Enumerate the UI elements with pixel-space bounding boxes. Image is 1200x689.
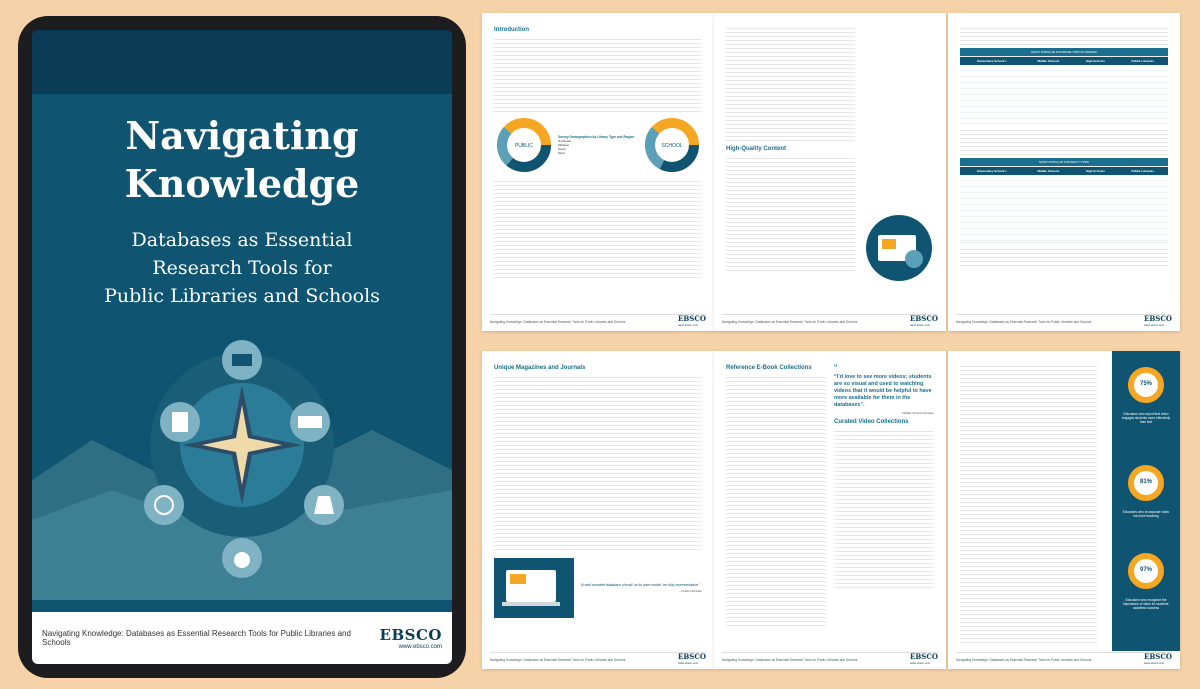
page-2 [714, 13, 946, 331]
page-footer-logo: EBSCO www.ebsco.com [1144, 651, 1172, 665]
page-footer-logo: EBSCO www.ebsco.com [910, 651, 938, 665]
stat-3-label: Educators who recognize the importance of video for students' academic success [1123, 598, 1169, 610]
cover-header-band [32, 30, 452, 94]
page-5-heading-1: Reference E-Book Collections [726, 365, 812, 371]
table-1-title: MOST POPULAR DATABASE TOPICS/THEMES [960, 48, 1168, 57]
ebsco-logo [380, 626, 442, 650]
legend-item: Midwest [558, 143, 570, 147]
stat-2-label: Educators who incorporate video into their teaching [1122, 510, 1170, 518]
stat-3-value: 97% [1139, 567, 1152, 573]
col-header: High Schools [1073, 166, 1117, 175]
school-donut-chart [642, 115, 702, 175]
legend-item: West [558, 151, 565, 155]
page-4-quote-attribution: – Public Librarian [678, 589, 702, 593]
page-footer [722, 314, 938, 328]
page-3 [948, 13, 1180, 331]
page-1-body-text-2 [494, 178, 702, 278]
title-line-2: Knowledge [124, 161, 360, 206]
book-icon [290, 402, 330, 442]
page-2-heading: High-Quality Content [726, 146, 786, 152]
topics-table [960, 48, 1168, 124]
page-4 [482, 351, 714, 669]
legend-item: Northeast [558, 139, 572, 143]
table-2-title: MOST POPULAR CONTENT TYPES [960, 158, 1168, 167]
col-header: Public Libraries [1117, 166, 1168, 175]
page-4-heading: Unique Magazines and Journals [494, 365, 586, 371]
col-header: Public Libraries [1117, 57, 1168, 66]
page-2-body-text-2 [726, 155, 855, 273]
page-1-body-text [494, 36, 702, 112]
ebsco-logo-text: EBSCO [379, 626, 442, 644]
page-footer-logo: EBSCO www.ebsco.com [1144, 313, 1172, 327]
quote-icon: “ [834, 363, 838, 374]
table-1-body [960, 65, 1168, 123]
page-footer [722, 652, 938, 666]
col-header: Elementary School's [960, 57, 1024, 66]
page-5 [714, 351, 946, 669]
table-2-body [960, 175, 1168, 243]
ebsco-url: www.ebsco.com [398, 644, 442, 650]
page-footer-text: Navigating Knowledge: Databases as Essential Research Tools for Public Libraries and Schools [490, 657, 626, 662]
page-footer-logo: EBSCO www.ebsco.com [678, 313, 706, 327]
page-5-body-text-2 [834, 428, 934, 588]
page-footer-text: Navigating Knowledge: Databases as Essential Research Tools for Public Libraries and Schools [956, 657, 1092, 662]
page-4-body-text [494, 374, 702, 552]
compass-illustration [32, 330, 452, 600]
page-footer-text: Navigating Knowledge: Databases as Essential Research Tools for Public Libraries and Schools [722, 319, 858, 324]
stat-1-label: Educators who report that video engages students more effectively than text [1121, 412, 1171, 424]
stat-1 [1121, 365, 1171, 424]
apple-icon [222, 538, 262, 578]
cover-page [32, 30, 452, 664]
subtitle-line-2: Research Tools for [152, 257, 332, 279]
page-6 [948, 351, 1180, 669]
legend-item: South [558, 147, 566, 151]
page-footer [956, 652, 1172, 666]
page-5-body-text [726, 374, 826, 626]
page-footer-logo: EBSCO www.ebsco.com [910, 313, 938, 327]
stat-2-value: 81% [1139, 479, 1152, 485]
page-footer-text: Navigating Knowledge: Databases as Essential Research Tools for Public Libraries and Schools [956, 319, 1092, 324]
profile-icon [160, 402, 200, 442]
page-1-heading: Introduction [494, 27, 529, 33]
page-6-body-text [960, 363, 1097, 643]
school-label: SCHOOL [661, 143, 683, 149]
laptop-illustration [494, 558, 574, 618]
stat-2 [1121, 463, 1171, 518]
page-4-quote-block [494, 558, 702, 618]
stat-1-value: 75% [1139, 381, 1152, 387]
public-donut-chart [494, 115, 554, 175]
page-3-mid-text [960, 127, 1168, 155]
cover-subtitle [48, 226, 436, 310]
col-header: Middle Schools [1024, 166, 1074, 175]
content-types-table [960, 158, 1168, 244]
page-footer [490, 314, 706, 328]
globe-icon [144, 485, 184, 525]
page-3-outro-text [960, 246, 1168, 268]
col-header: High Schools [1073, 57, 1117, 66]
title-line-1: Navigating [125, 113, 359, 158]
page-5-quote-attribution: – Middle School Librarian [900, 411, 934, 415]
page-footer-logo: EBSCO www.ebsco.com [678, 651, 706, 665]
page-footer [490, 652, 706, 666]
page-5-quote: “I’d love to see more videos; students are so visual and used to watching videos that it would be helpful to have more available for them in the databases”. [834, 374, 932, 408]
page-2-body-text [726, 25, 855, 143]
subtitle-line-3: Public Libraries and Schools [104, 285, 380, 307]
page-4-quote: “A well-rounded database should, at its bare model, be fully representative.” [580, 583, 701, 587]
cover-title [32, 112, 452, 208]
page-5-heading-2: Curated Video Collections [834, 419, 909, 425]
page-1 [482, 13, 714, 331]
col-header: Middle Schools [1024, 57, 1074, 66]
cover-footer-text: Navigating Knowledge: Databases as Essential Research Tools for Public Libraries and Schools [42, 629, 351, 647]
laptop-illustration [864, 213, 934, 283]
stat-3 [1121, 551, 1171, 610]
page-3-intro-text [960, 25, 1168, 45]
subtitle-line-1: Databases as Essential [131, 229, 353, 251]
flask-icon [304, 485, 344, 525]
page-1-chart [494, 115, 702, 175]
col-header: Elementary School's [960, 166, 1024, 175]
library-icon [222, 340, 262, 380]
cover-footer [32, 612, 452, 664]
tablet-frame [18, 16, 466, 678]
page-footer [956, 314, 1172, 328]
legend-title: Survey Demographics by Library Type and Region [558, 135, 635, 139]
page-footer-text: Navigating Knowledge: Databases as Essential Research Tools for Public Libraries and Schools [490, 319, 626, 324]
chart-legend [558, 135, 638, 155]
page-footer-text: Navigating Knowledge: Databases as Essential Research Tools for Public Libraries and Schools [722, 657, 858, 662]
public-label: PUBLIC [514, 143, 534, 149]
